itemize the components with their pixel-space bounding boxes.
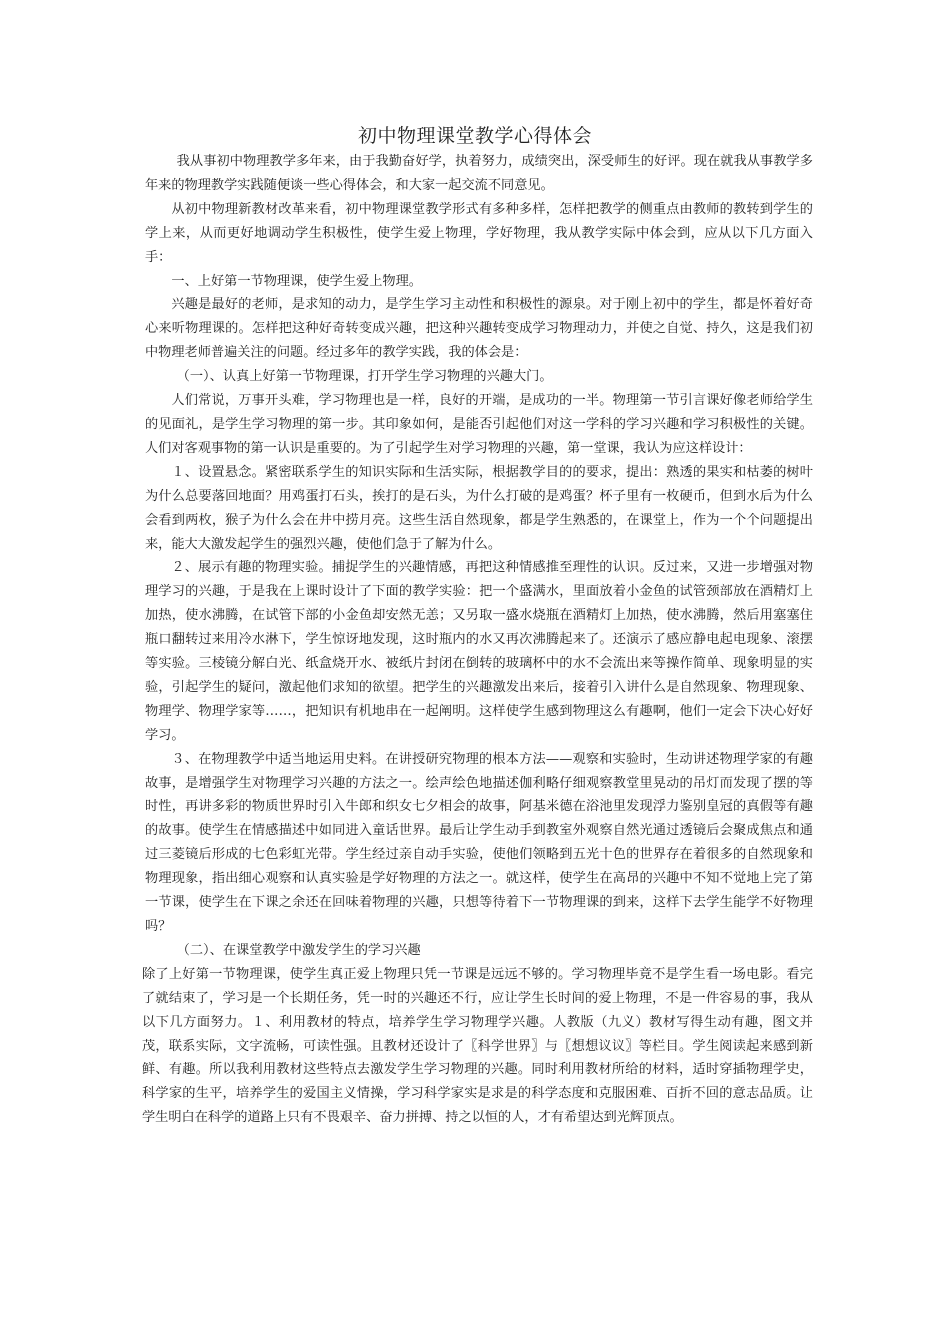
subsection-heading-1: （一）、认真上好第一节物理课，打开学生学习物理的兴趣大门。 <box>176 369 553 385</box>
document-title: 初中物理课堂教学心得体会 <box>357 125 592 147</box>
document-body <box>142 150 813 1130</box>
paragraph-point-1: １、设置悬念。紧密联系学生的知识实际和生活实际，根据教学目的的要求，提出：熟透的果实和枯萎的树叶为什么总要落回地面？用鸡蛋打石头，挨打的是石头，为什么打破的是鸡蛋？杯子里有一枚硬币，但到水后为什么会看到两枚，猴子为什么会在井中捞月亮。这些生活自然现象，都是学生熟悉的，在课堂上，作为一个个问题提出来，能大大激发起学生的强烈兴趣，使他们急于了解为什么。 <box>145 464 813 552</box>
section-heading-1: 一、上好第一节物理课，使学生爱上物理。 <box>171 273 422 289</box>
paragraph-classroom: 除了上好第一节物理课，使学生真正爱上物理只凭一节课是远远不够的。学习物理毕竟不是学生看一场电影。看完了就结束了，学习是一个长期任务，凭一时的兴趣还不行，应让学生长时间的爱上物理，不是一件容易的事，我从以下几方面努力。１、利用教材的特点，培养学生学习物理学兴趣。人教版（九义）教材写得生动有趣，图文并茂，联系实际，文字流畅，可读性强。且教材还设计了〖科学世界〗与〖想想议议〗等栏目。学生阅读起来感到新鲜、有趣。所以我利用教材这些特点去激发学生学习物理的兴趣。同时利用教材所给的材料，适时穿插物理学史，科学家的生平，培养学生的爱国主义情操，学习科学家实是求是的科学态度和克服困难、百折不回的意志品质。让学生明白在科学的道路上只有不畏艰辛、奋力拼搏、持之以恒的人，才有希望达到光辉顶点。 <box>142 966 813 1126</box>
paragraph-point-2: ２、展示有趣的物理实验。捕捉学生的兴趣情感，再把这种情感推至理性的认识。反过来，又进一步增强对物理学习的兴趣，于是我在上课时设计了下面的教学实验：把一个盛满水，里面放着小金鱼的试管颈部放在酒精灯上加热，使水沸腾，在试管下部的小金鱼却安然无恙；又另取一盛水烧瓶在酒精灯上加热，使水沸腾，然后用塞塞住瓶口翻转过来用冷水淋下，学生惊讶地发现，这时瓶内的水又再次沸腾起来了。还演示了感应静电起电现象、滚摆等实验。三棱镜分解白光、纸盒烧开水、被纸片封闭在倒转的玻璃杯中的水不会流出来等操作简单、现象明显的实验，引起学生的疑问，激起他们求知的欲望。把学生的兴趣激发出来后，接着引入讲什么是自然现象、物理现象、物理学、物理学家等……，把知识有机地串在一起阐明。这样使学生感到物理这么有趣啊，他们一定会下决心好好学习。 <box>145 560 813 743</box>
paragraph-approach: 从初中物理新教材改革来看，初中物理课堂教学形式有多种多样，怎样把教学的侧重点由教师的教转到学生的学上来，从而更好地调动学生积极性，使学生爱上物理，学好物理，我从教学实际中体会到，应从以下几方面入手： <box>145 201 813 265</box>
paragraph-interest: 兴趣是最好的老师，是求知的动力，是学生学习主动性和积极性的源泉。对于刚上初中的学生，都是怀着好奇心来听物理课的。怎样把这种好奇转变成兴趣，把这种兴趣转变成学习物理动力，并使之自觉、持久，这是我们初中物理老师普遍关注的问题。经过多年的教学实践，我的体会是： <box>145 297 813 361</box>
paragraph-intro: 我从事初中物理教学多年来，由于我勤奋好学，执着努力，成绩突出，深受师生的好评。现在就我从事教学多年来的物理教学实践随便谈一些心得体会，和大家一起交流不同意见。 <box>145 154 813 193</box>
paragraph-point-3: ３、在物理教学中适当地运用史料。在讲授研究物理的根本方法——观察和实验时，生动讲述物理学家的有趣故事，是增强学生对物理学习兴趣的方法之一。绘声绘色地描述伽利略仔细观察教堂里晃动的吊灯而发现了摆的等时性，再讲多彩的物质世界时引入牛郎和织女七夕相会的故事，阿基米德在浴池里发现浮力鉴别皇冠的真假等有趣的故事。使学生在情感描述中如同进入童话世界。最后让学生动手到教室外观察自然光通过透镜后会聚成焦点和通过三菱镜后形成的七色彩虹光带。学生经过亲自动手实验，使他们领略到五光十色的世界存在着很多的自然现象和物理现象，指出细心观察和认真实验是学好物理的方法之一。就这样，使学生在高昂的兴趣中不知不觉地上完了第一节课，使学生在下课之余还在回味着物理的兴趣，只想等待着下一节物理课的到来，这样下去学生能学不好物理吗？ <box>145 751 813 934</box>
subsection-heading-2: （二）、在课堂教学中激发学生的学习兴趣 <box>176 942 421 958</box>
paragraph-first-lesson: 人们常说，万事开头难，学习物理也是一样，良好的开端，是成功的一半。物理第一节引言课好像老师给学生的见面礼，是学生学习物理的第一步。其印象如何，是能否引起他们对这一学科的学习兴趣和学习积极性的关键。人们对客观事物的第一认识是重要的。为了引起学生对学习物理的兴趣，第一堂课，我认为应这样设计： <box>145 393 813 456</box>
